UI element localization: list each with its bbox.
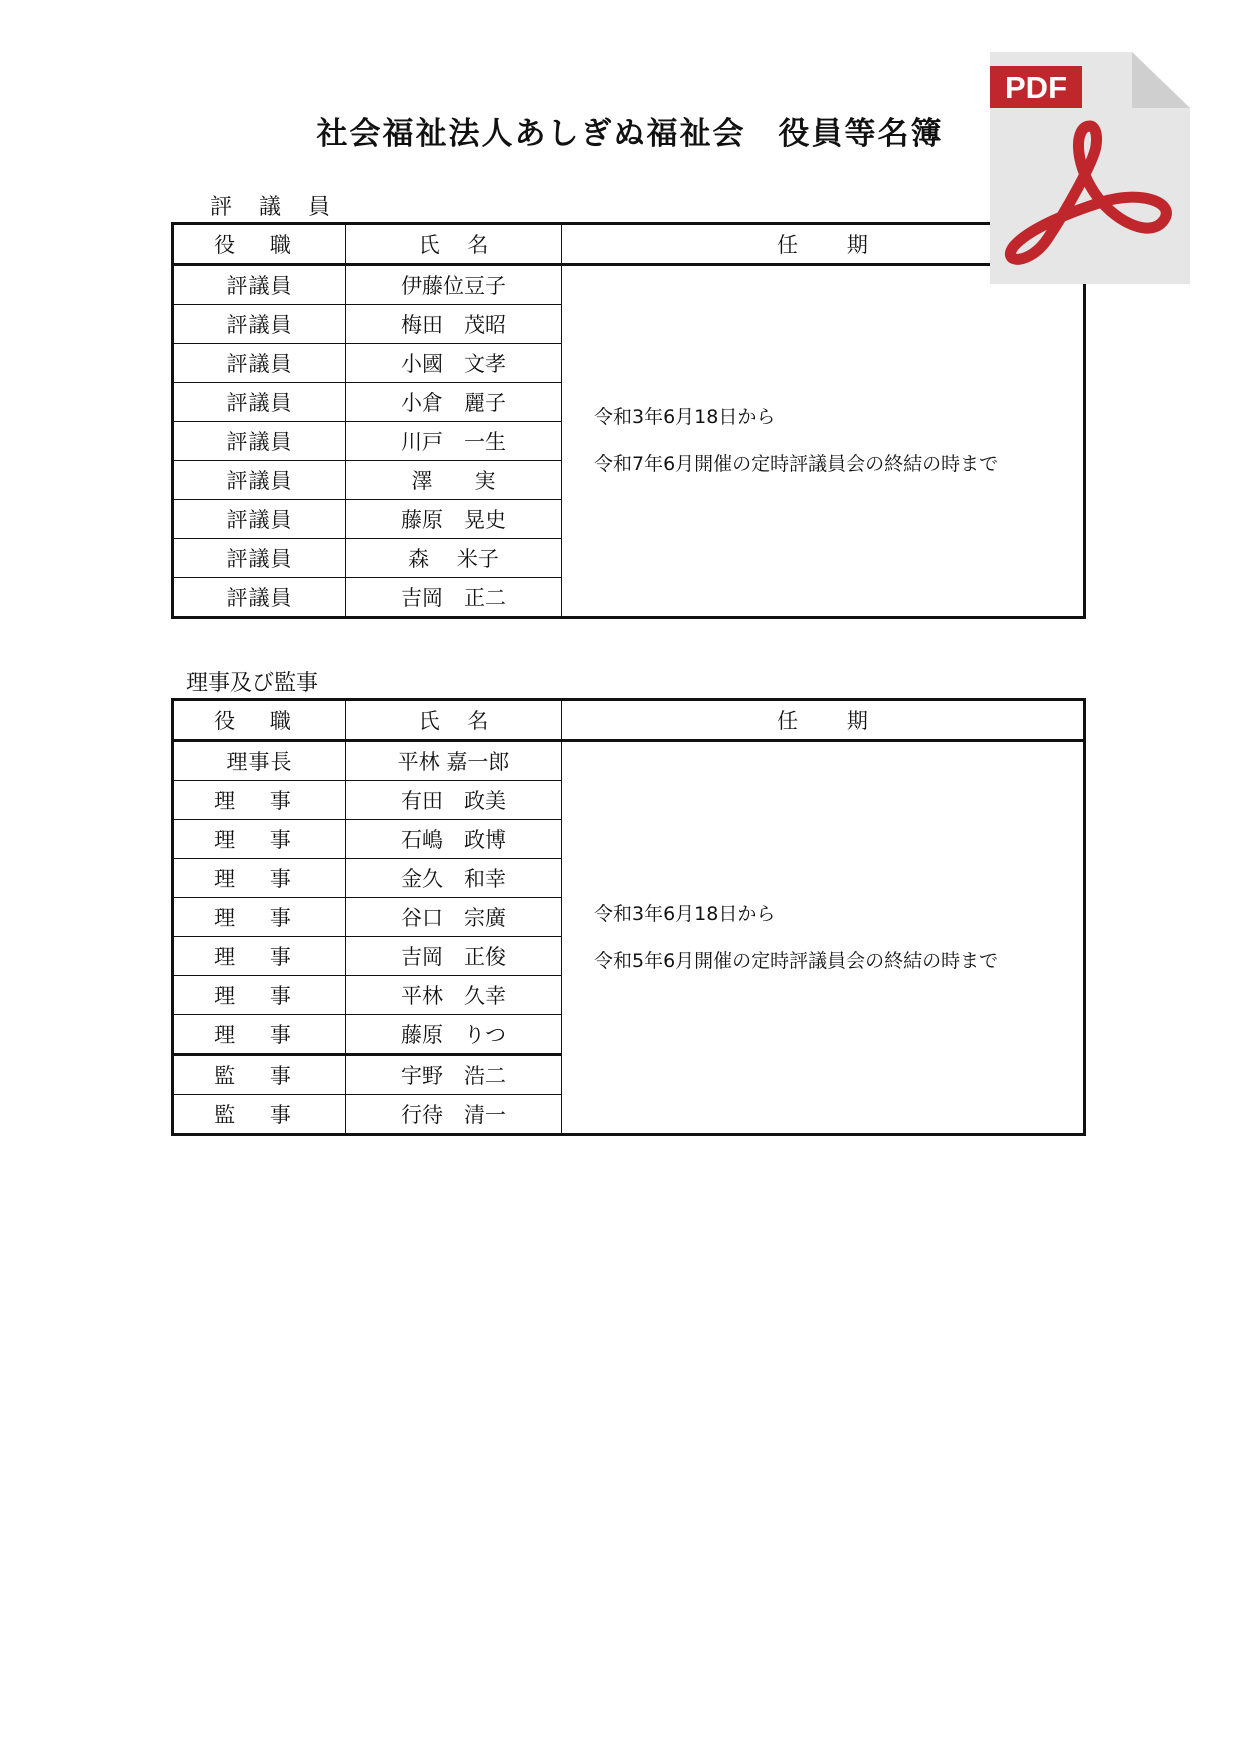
- role-cell: 理 事: [173, 859, 346, 898]
- table-header-row: [173, 224, 1085, 265]
- role-cell: 評議員: [173, 461, 346, 500]
- name-cell: 平林 嘉一郎: [346, 741, 562, 781]
- role-cell: 理 事: [173, 820, 346, 859]
- role-cell: 評議員: [173, 344, 346, 383]
- name-cell: 行待 清一: [346, 1095, 562, 1135]
- term-end: 令和7年6月開催の定時評議員会の終結の時まで: [594, 453, 999, 475]
- name-cell: 金久 和幸: [346, 859, 562, 898]
- term-start: 令和3年6月18日から: [594, 406, 776, 428]
- name-cell: 森 米子: [346, 539, 562, 578]
- term-start: 令和3年6月18日から: [594, 902, 776, 925]
- table-row: [173, 265, 1085, 305]
- header-role: 役 職: [173, 700, 346, 741]
- role-cell: 理 事: [173, 976, 346, 1015]
- councilors-table: [171, 222, 1086, 619]
- role-cell: 評議員: [173, 578, 346, 618]
- councilors-section-label: 評 議 員: [210, 195, 340, 220]
- role-cell: 理 事: [173, 898, 346, 937]
- role-cell: 監 事: [173, 1095, 346, 1135]
- name-cell: 吉岡 正俊: [346, 937, 562, 976]
- term-cell: [562, 741, 1085, 1135]
- name-cell: 伊藤位豆子: [346, 265, 562, 305]
- term-end: 令和5年6月開催の定時評議員会の終結の時まで: [594, 949, 999, 972]
- name-cell: 藤原 りつ: [346, 1015, 562, 1055]
- name-cell: 藤原 晃史: [346, 500, 562, 539]
- name-cell: 有田 政美: [346, 781, 562, 820]
- directors-section-label: 理事及び監事: [186, 671, 319, 696]
- pdf-file-icon[interactable]: [990, 52, 1190, 284]
- name-cell: 川戸 一生: [346, 422, 562, 461]
- name-cell: 小倉 麗子: [346, 383, 562, 422]
- name-cell: 吉岡 正二: [346, 578, 562, 618]
- directors-table: [171, 698, 1086, 1136]
- role-cell: 理 事: [173, 781, 346, 820]
- role-cell: 監 事: [173, 1055, 346, 1095]
- table-row: [173, 741, 1085, 781]
- pdf-label: PDF: [1005, 70, 1067, 105]
- role-cell: 評議員: [173, 305, 346, 344]
- name-cell: 澤 実: [346, 461, 562, 500]
- name-cell: 小國 文孝: [346, 344, 562, 383]
- page-title: 社会福祉法人あしぎぬ福祉会 役員等名簿: [316, 116, 944, 152]
- name-cell: 石嶋 政博: [346, 820, 562, 859]
- role-cell: 評議員: [173, 265, 346, 305]
- name-cell: 平林 久幸: [346, 976, 562, 1015]
- role-cell: 評議員: [173, 500, 346, 539]
- header-name: 氏 名: [346, 700, 562, 741]
- term-cell: [562, 265, 1085, 618]
- name-cell: 梅田 茂昭: [346, 305, 562, 344]
- name-cell: 谷口 宗廣: [346, 898, 562, 937]
- role-cell: 評議員: [173, 383, 346, 422]
- table-header-row: [173, 700, 1085, 741]
- header-name: 氏 名: [346, 224, 562, 265]
- role-cell: 理 事: [173, 937, 346, 976]
- name-cell: 宇野 浩二: [346, 1055, 562, 1095]
- role-cell: 理事長: [173, 741, 346, 781]
- role-cell: 評議員: [173, 422, 346, 461]
- header-term: 任 期: [562, 700, 1085, 741]
- role-cell: 理 事: [173, 1015, 346, 1055]
- header-term: 任 期: [562, 224, 1085, 265]
- role-cell: 評議員: [173, 539, 346, 578]
- header-role: 役 職: [173, 224, 346, 265]
